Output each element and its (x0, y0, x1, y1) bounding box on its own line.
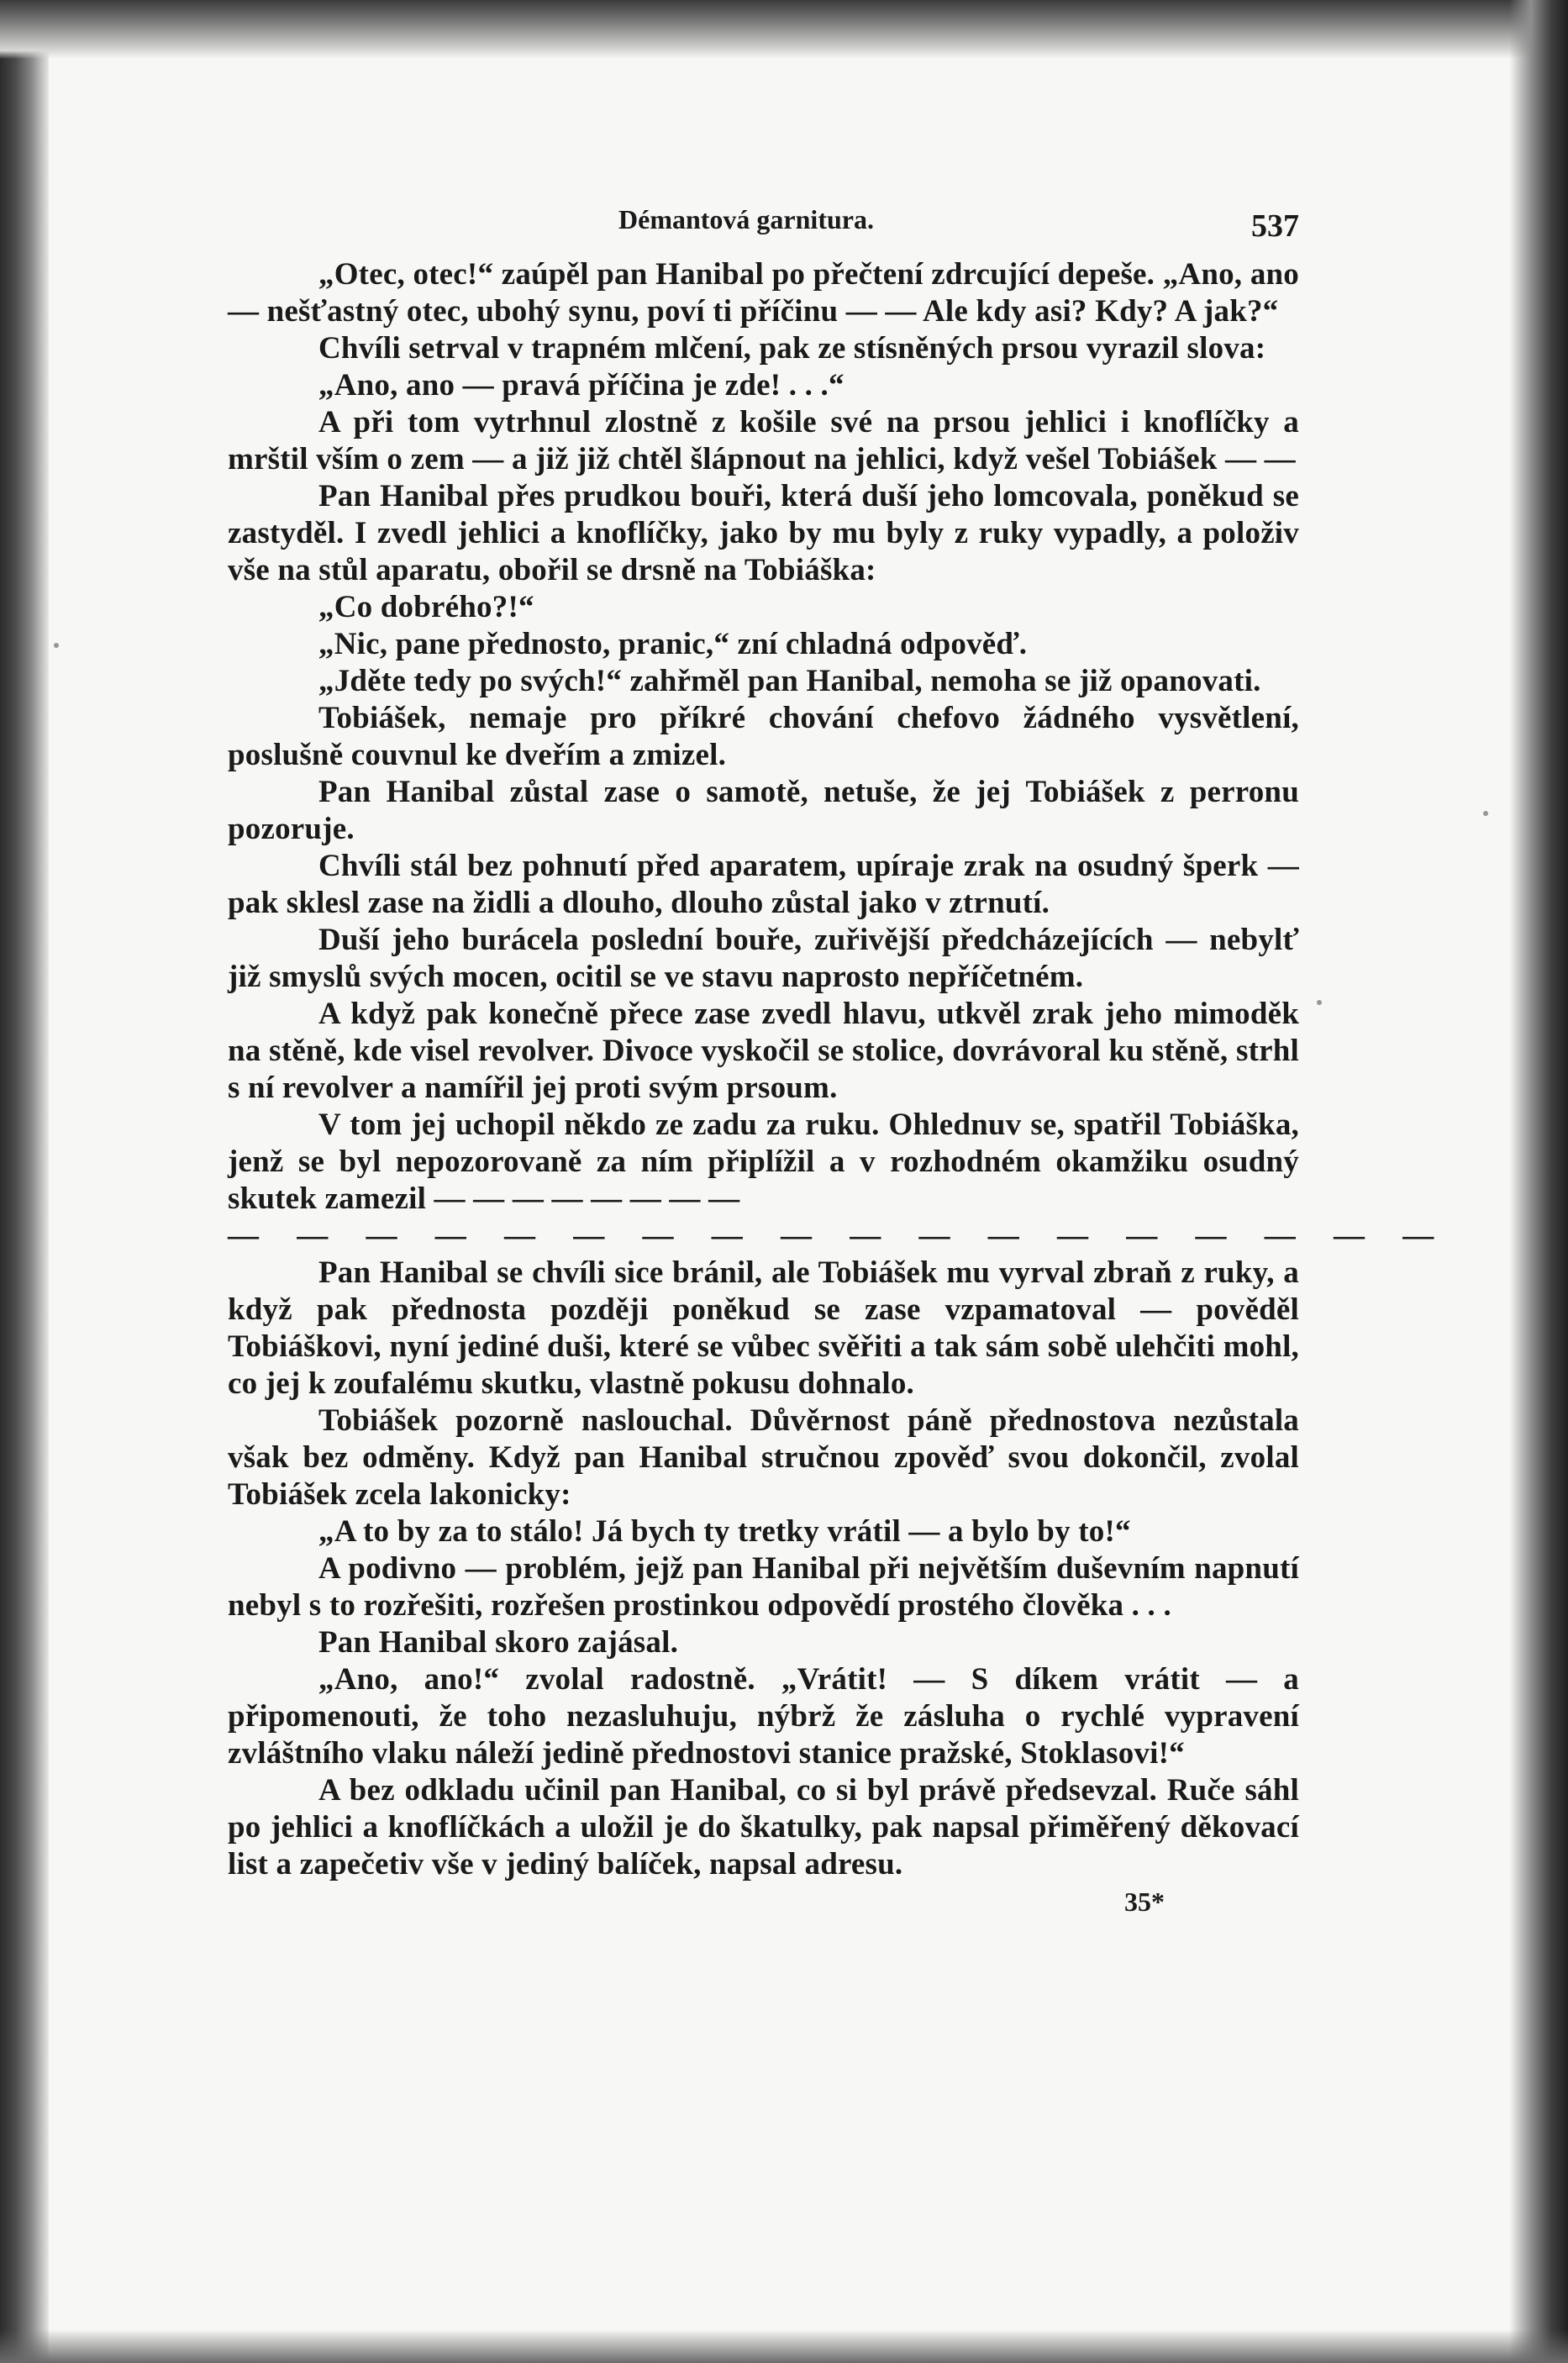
paragraph: Chvíli setrval v trapném mlčení, pak ze stísněných prsou vyrazil slova: (318, 331, 1266, 366)
running-head (228, 197, 1299, 256)
page-edge-right (1509, 0, 1568, 2363)
paragraph: Pan Hanibal se chvíli sice bránil, ale Tobiášek mu vyrval zbraň z ruky, a když pak přednosta později poněkud se zase vzpamatoval — pověděl Tobiáškovi, nyní jediné duši, které se vůbec svěřiti a tak sám sobě ulehčiti mohl, co jej k zoufalému skutku, vlastně pokusu dohnalo. (228, 1255, 1299, 1401)
paragraph: Pan Hanibal zůstal zase o samotě, netuše, že jej Tobiášek z perronu pozoruje. (228, 775, 1299, 846)
paragraph: Chvíli stál bez pohnutí před aparatem, upíraje zrak na osudný šperk — pak sklesl zase na židli a dlouho, dlouho zůstal jako v ztrnutí. (228, 849, 1299, 920)
paragraph: „Ano, ano — pravá příčina je zde! . . .“ (318, 368, 845, 403)
paragraph: Pan Hanibal skoro zajásal. (318, 1625, 679, 1660)
paragraph: „Co dobrého?!“ (318, 590, 534, 624)
page-number: 537 (1251, 208, 1299, 244)
paragraph: „Ano, ano!“ zvolal radostně. „Vrátit! — S díkem vrátit — a připomenouti, že toho nezasluhuju, nýbrž že zásluha o rychlé vypravení zvláštního vlaku náleží jedině přednostovi stanice pražské, Stoklasovi!“ (228, 1662, 1299, 1771)
paragraph: A bez odkladu učinil pan Hanibal, co si byl právě předsevzal. Ruče sáhl po jehlici a knoflíčkách a uložil je do škatulky, pak napsal přiměřený děkovací list a zapečetiv vše v jediný balíček, napsal adresu. (228, 1773, 1299, 1881)
paragraph: „Nic, pane přednosto, pranic,“ zní chladná odpověď. (318, 627, 1028, 661)
paragraph: Tobiášek, nemaje pro příkré chování chefovo žádného vysvětlení, poslušně couvnul ke dveřím a zmizel. (228, 701, 1299, 772)
page-edge-bottom (0, 2329, 1568, 2363)
paragraph: V tom jej uchopil někdo ze zadu za ruku. Ohlednuv se, spatřil Tobiáška, jenž se byl nepozorovaně za ním připlížil a v rozhodném okamžiku osudný skutek zamezil — — — — — — — — (228, 1108, 1299, 1216)
dash-separator: — — — — — — — — — — — — — — — — — — (228, 1218, 1450, 1253)
paragraph: „Jděte tedy po svých!“ zahřměl pan Hanibal, nemoha se již opanovati. (318, 664, 1261, 698)
paragraph: A když pak konečně přece zase zvedl hlavu, utkvěl zrak jeho mimoděk na stěně, kde visel revolver. Divoce vyskočil se stolice, dovrávoral ku stěně, strhl s ní revolver a namířil jej proti svým prsoum. (228, 997, 1299, 1105)
scan-speck (1317, 1000, 1322, 1005)
scan-speck (54, 643, 59, 648)
paragraph: A při tom vytrhnul zlostně z košile své na prsou jehlici i knoflíčky a mrštil vším o zem — a již již chtěl šlápnout na jehlici, když vešel Tobiášek — — (228, 405, 1299, 476)
scan-speck (1483, 811, 1488, 816)
running-title: Démantová garnitura. (618, 204, 874, 234)
body-text (228, 256, 1450, 1883)
signature-mark: 35* (1124, 1887, 1165, 1917)
paragraph: „Otec, otec!“ zaúpěl pan Hanibal po přečtení zdrcující depeše. „Ano, ano — nešťastný otec, ubohý synu, poví ti příčinu — — Ale kdy asi? Kdy? A jak?“ (228, 257, 1299, 329)
paragraph: Pan Hanibal přes prudkou bouři, která duší jeho lomcovala, poněkud se zastyděl. I zvedl jehlici a knoflíčky, jako by mu byly z ruky vypadly, a položiv vše na stůl aparatu, obořil se drsně na Tobiáška: (228, 479, 1299, 587)
paragraph: Duší jeho burácela poslední bouře, zuřivější předcházejících — nebylť již smyslů svých mocen, ocitil se ve stavu naprosto nepříčetném. (228, 923, 1299, 994)
paragraph: „A to by za to stálo! Já bych ty tretky vrátil — a bylo by to!“ (318, 1514, 1131, 1549)
paragraph: A podivno — problém, jejž pan Hanibal při největším duševním napnutí nebyl s to rozřešiti, rozřešen prostinkou odpovědí prostého člověka . . . (228, 1551, 1299, 1623)
text-block (228, 197, 1450, 1918)
paragraph: Tobiášek pozorně naslouchal. Důvěrnost páně přednostova nezůstala však bez odměny. Když pan Hanibal stručnou zpověď svou dokončil, zvolal Tobiášek zcela lakonicky: (228, 1403, 1299, 1512)
page-edge-top (0, 0, 1568, 59)
page-edge-left (0, 0, 49, 2363)
